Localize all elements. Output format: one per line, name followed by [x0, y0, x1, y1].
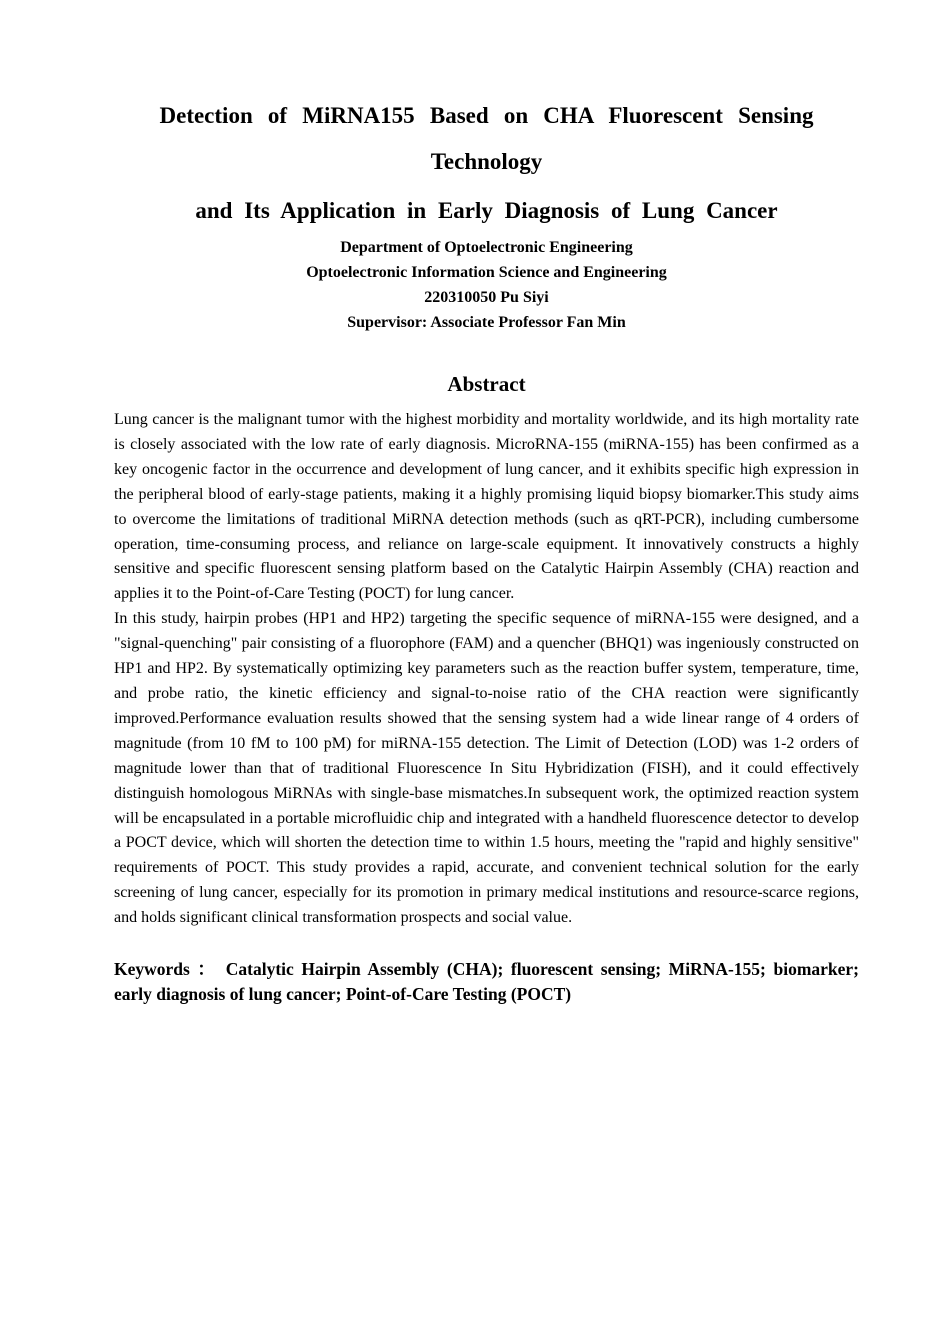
- title-line-2: Technology: [430, 149, 543, 174]
- abstract-paragraph: Lung cancer is the malignant tumor with the highest morbidity and mortality worldwide, and its high mortality rate is closely associated with the low rate of early diagnosis. MicroRNA-155 (miRNA-155) has been confirmed as a key oncogenic factor in the occurrence and development of lung cancer, and it exhibits specific high expression in the peripheral blood of early-stage patients, making it a highly promising liquid biopsy biomarker.This study aims to overcome the limitations of traditional MiRNA detection methods (such as qRT-PCR), including cumbersome operation, time-consuming process, and reliance on large-scale equipment. It innovatively constructs a highly sensitive and specific fluorescent sensing platform based on the Catalytic Hairpin Assembly (CHA) reaction and applies it to the Point-of-Care Testing (POCT) for lung cancer.: [114, 411, 859, 603]
- student-id-name: 220310050 Pu Siyi: [424, 289, 549, 306]
- title-line-1: Detection of MiRNA155 Based on CHA Fluorescent Sensing: [159, 103, 814, 128]
- keywords-text: Catalytic Hairpin Assembly (CHA); fluorescent sensing; MiRNA-155; biomarker; early diagnosis of lung cancer; Point-of-Care Testing (POCT): [114, 959, 860, 1005]
- paper-title: [114, 96, 859, 234]
- abstract-heading: Abstract: [447, 372, 526, 396]
- supervisor: Supervisor: Associate Professor Fan Min: [347, 314, 626, 331]
- title-line-3: and Its Application in Early Diagnosis of Lung Cancer: [195, 198, 778, 223]
- keywords-label: Keywords ：: [114, 959, 226, 980]
- major: Optoelectronic Information Science and Engineering: [306, 264, 667, 281]
- paper-page: [114, 96, 859, 1007]
- keywords: [114, 957, 859, 1007]
- abstract-paragraph: In this study, hairpin probes (HP1 and HP2) targeting the specific sequence of miRNA-155 were designed, and a "signal-quenching" pair consisting of a fluorophore (FAM) and a quencher (BHQ1) was ingeniously constructed on HP1 and HP2. By systematically optimizing key parameters such as the reaction buffer system, temperature, time, and probe ratio, the kinetic efficiency and signal-to-noise ratio of the CHA reaction were significantly improved.Performance evaluation results showed that the sensing system had a wide linear range of 4 orders of magnitude (from 10 fM to 100 pM) for miRNA-155 detection. The Limit of Detection (LOD) was 1-2 orders of magnitude lower than that of traditional Fluorescence In Situ Hybridization (FISH), and it could effectively distinguish homologous MiRNAs with single-base mismatches.In subsequent work, the optimized reaction system will be encapsulated in a portable microfluidic chip and integrated with a handheld fluorescence detector to develop a POCT device, which will shorten the detection time to within 1.5 hours, meeting the "rapid and highly sensitive" requirements of POCT. This study provides a rapid, accurate, and convenient technical solution for the early screening of lung cancer, especially for its promotion in primary medical institutions and resource-scarce regions, and holds significant clinical transformation prospects and social value.: [114, 610, 859, 927]
- abstract-body: [114, 408, 859, 931]
- author-info: [114, 235, 859, 335]
- department: Department of Optoelectronic Engineering: [340, 239, 633, 256]
